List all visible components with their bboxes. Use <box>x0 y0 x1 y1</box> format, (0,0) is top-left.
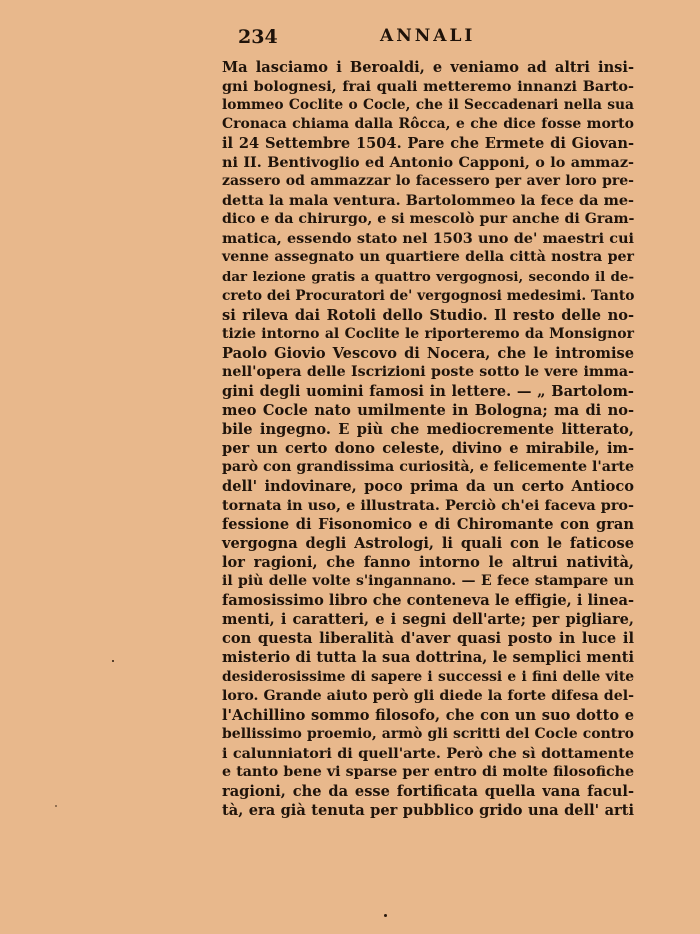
text-line: ni II. Bentivoglio ed Antonio Capponi, o lo ammaz- <box>222 154 634 172</box>
text-line: matica, essendo stato nel 1503 uno de' maestri cui <box>222 230 634 248</box>
text-line: Cronaca chiama dalla Rôcca, e che dice fosse morto <box>222 116 634 133</box>
body-text <box>222 58 634 820</box>
text-line: vergogna degli Astrologi, li quali con le faticose <box>222 535 634 553</box>
page-header <box>0 26 700 50</box>
text-line: meo Cocle nato umilmente in Bologna; ma di no- <box>222 401 634 419</box>
text-line: lommeo Coclite o Cocle, che il Seccadenari nella sua <box>222 97 634 114</box>
text-line: creto dei Procuratori de' vergognosi medesimi. Tanto <box>222 287 635 304</box>
text-line: ragioni, che da esse fortificata quella vana facul- <box>222 782 634 800</box>
text-line: Paolo Giovio Vescovo di Nocera, che le intromise <box>222 344 634 362</box>
text-line: i calunniatori di quell'arte. Però che sì dottamente <box>222 744 634 762</box>
text-line: nell'opera delle Iscrizioni poste sotto le vere imma- <box>222 363 634 380</box>
text-line: detta la mala ventura. Bartolommeo la fece da me- <box>222 192 634 210</box>
text-line: per un certo dono celeste, divino e mirabile, im- <box>222 439 634 457</box>
text-line: venne assegnato un quartiere della città nostra per <box>222 249 634 266</box>
text-line: il 24 Settembre 1504. Pare che Ermete di Giovan- <box>222 135 634 153</box>
text-line: si rileva dai Rotoli dello Studio. Il resto delle no- <box>222 306 634 324</box>
page-number: 234 <box>238 26 278 48</box>
text-line: tornata in uso, e illustrata. Perciò ch'ei faceva pro- <box>222 497 634 515</box>
text-line: fessione di Fisonomico e di Chiromante con gran <box>222 516 634 534</box>
text-line: lor ragioni, che fanno intorno le altrui natività, <box>222 554 634 572</box>
text-line: misterio di tutta la sua dottrina, le semplici menti <box>222 649 634 667</box>
text-line: desiderosissime di sapere i successi e i fini delle vite <box>222 668 634 685</box>
text-line: parò con grandissima curiosità, e felicemente l'arte <box>222 458 634 475</box>
text-line: tizie intorno al Coclite le riporteremo da Monsignor <box>222 325 634 342</box>
text-line: l'Achillino sommo filosofo, che con un suo dotto e <box>222 706 634 724</box>
text-line: tà, era già tenuta per pubblico grido una dell' arti <box>222 801 634 819</box>
text-line: loro. Grande aiuto però gli diede la forte difesa del- <box>222 687 634 704</box>
text-line: e tanto bene vi sparse per entro di molte filosofiche <box>222 763 634 780</box>
ink-speck <box>55 805 57 807</box>
text-line: gni bolognesi, frai quali metteremo innanzi Barto- <box>222 78 634 96</box>
text-line: bellissimo proemio, armò gli scritti del Cocle contro <box>222 725 634 742</box>
ink-speck <box>112 660 114 662</box>
text-line: bile ingegno. E più che mediocremente litterato, <box>222 420 634 438</box>
text-line: con questa liberalità d'aver quasi posto in luce il <box>222 630 634 648</box>
text-line: Ma lasciamo i Beroaldi, e veniamo ad altri insi- <box>222 59 634 76</box>
text-line: zassero od ammazzar lo facessero per aver loro pre- <box>222 173 634 190</box>
text-line: gini degli uomini famosi in lettere. — „ Bartolom- <box>222 382 634 400</box>
text-line: dell' indovinare, poco prima da un certo Antioco <box>222 478 634 496</box>
text-line: dico e da chirurgo, e si mescolò pur anche di Gram- <box>222 211 635 228</box>
ink-speck <box>384 914 387 917</box>
text-line: il più delle volte s'ingannano. — E fece stampare un <box>222 573 634 590</box>
text-line: famosissimo libro che conteneva le effigie, i linea- <box>222 592 634 610</box>
running-title: ANNALI <box>380 26 476 46</box>
text-line: dar lezione gratis a quattro vergognosi, secondo il de- <box>222 268 634 285</box>
text-line: menti, i caratteri, e i segni dell'arte; per pigliare, <box>222 611 634 629</box>
